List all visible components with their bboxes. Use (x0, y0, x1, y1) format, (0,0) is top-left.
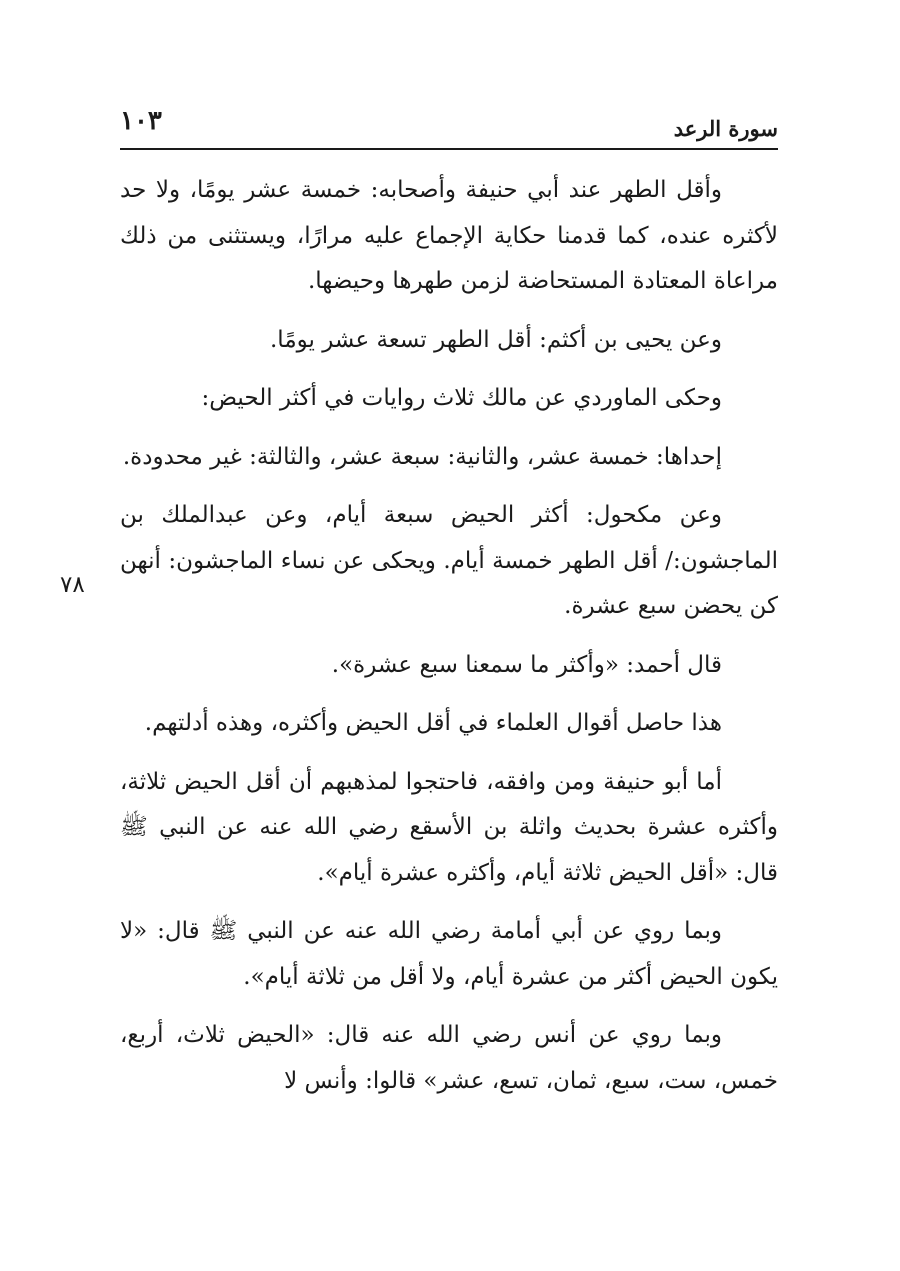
surah-title: سورة الرعد (673, 116, 778, 141)
page-number: ١٠٣ (120, 106, 162, 136)
paragraph: هذا حاصل أقوال العلماء في أقل الحيض وأكثره، وهذه أدلتهم. (144, 710, 722, 736)
paragraph: وبما روي عن أنس رضي الله عنه قال: «الحيض ثلاث، أربع، خمس، ست، سبع، ثمان، تسع، عشر» قالوا: وأنس لا (120, 1022, 778, 1094)
body-text (120, 168, 778, 1117)
page-header (120, 100, 778, 150)
paragraph: وعن يحيى بن أكثم: أقل الطهر تسعة عشر يومًا. (270, 326, 722, 353)
paragraph: إحداها: خمسة عشر، والثانية: سبعة عشر، والثالثة: غير محدودة. (122, 443, 722, 470)
paragraph: وحكى الماوردي عن مالك ثلاث روايات في أكثر الحيض: (201, 385, 722, 411)
paragraph: وعن مكحول: أكثر الحيض سبعة أيام، وعن عبدالملك بن الماجشون:/ أقل الطهر خمسة أيام. ويحكى عن نساء الماجشون: أنهن كن يحضن سبع عشرة. (120, 502, 778, 619)
margin-page-reference: ٧٨ (60, 572, 85, 598)
paragraph: وبما روي عن أبي أمامة رضي الله عنه عن النبي ﷺ قال: «لا يكون الحيض أكثر من عشرة أيام، ولا أقل من ثلاثة أيام». (120, 918, 778, 990)
paragraph: قال أحمد: «وأكثر ما سمعنا سبع عشرة». (331, 651, 722, 678)
paragraph: وأقل الطهر عند أبي حنيفة وأصحابه: خمسة عشر يومًا، ولا حد لأكثره عنده، كما قدمنا حكاية الإجماع عليه مرارًا، ويستثنى من ذلك مراعاة المعتادة المستحاضة لزمن طهرها وحيضها. (120, 177, 778, 294)
paragraph: أما أبو حنيفة ومن وافقه، فاحتجوا لمذهبهم أن أقل الحيض ثلاثة، وأكثره عشرة بحديث واثلة بن الأسقع رضي الله عنه عن النبي ﷺ قال: «أقل الحيض ثلاثة أيام، وأكثره عشرة أيام». (120, 768, 778, 886)
